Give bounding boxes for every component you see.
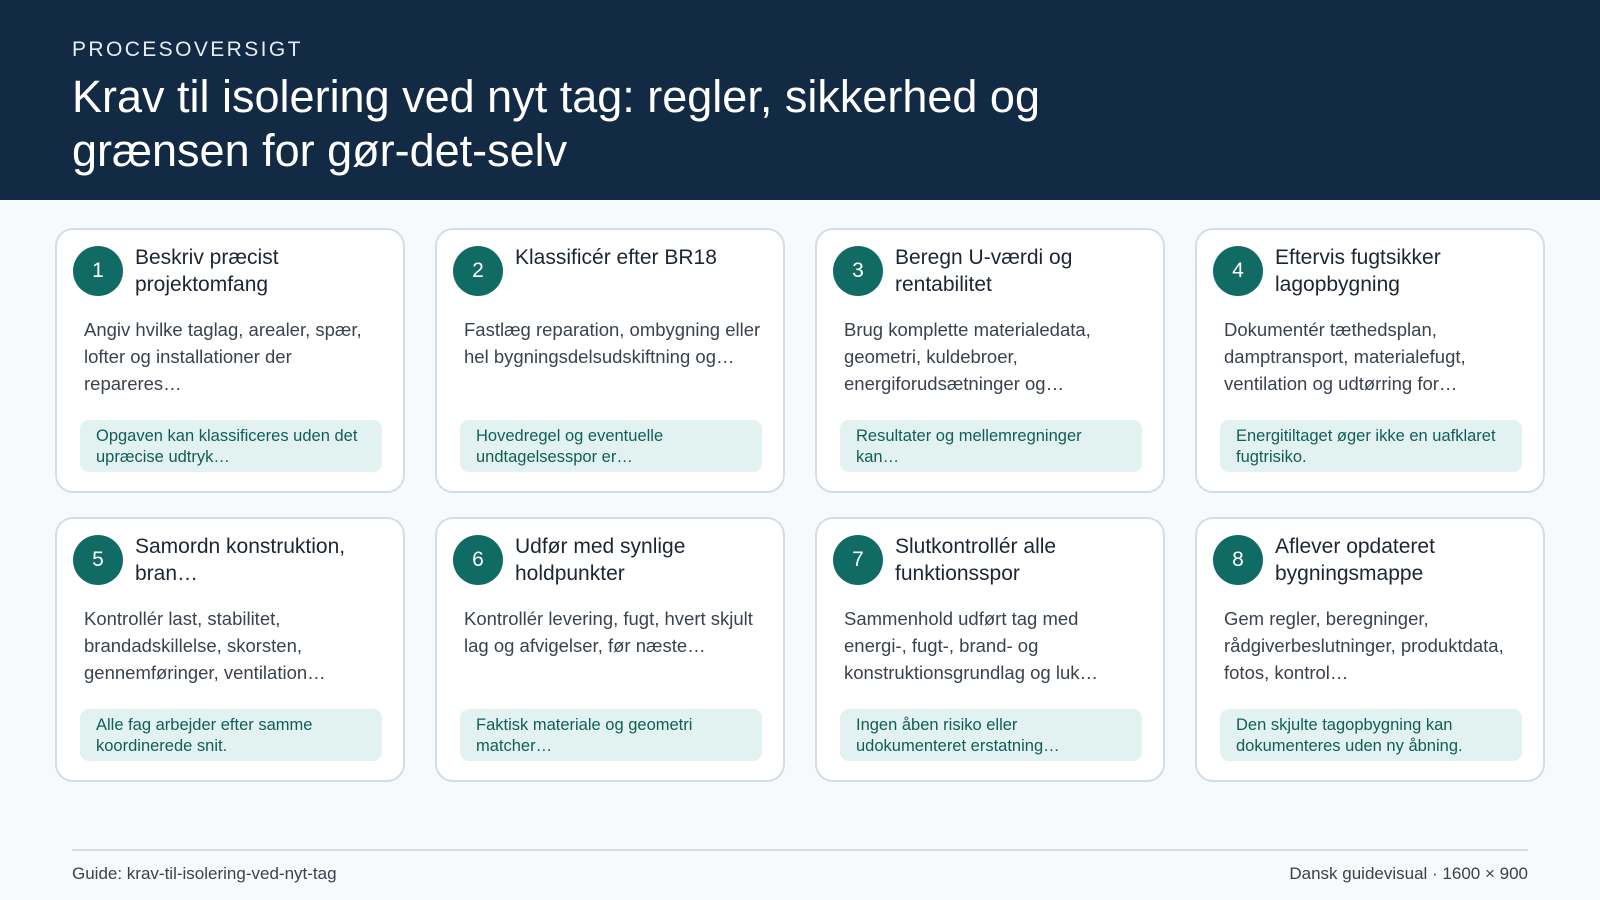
step-title: Beskriv præcist projektomfang — [135, 246, 279, 296]
step-number-badge: 2 — [453, 246, 503, 296]
footer-guide-label: Guide: krav-til-isolering-ved-nyt-tag — [72, 864, 337, 883]
step-title: Samordn konstruktion, bran… — [135, 535, 346, 585]
step-card-6 — [435, 517, 785, 782]
step-description: Sammenhold udført tag med energi-, fugt-, brand- og konstruktionsgrundlag og luk… — [844, 608, 1099, 683]
step-outcome-note: Alle fag arbejder efter samme koordinerede snit. — [80, 709, 382, 761]
step-title: Beregn U-værdi og rentabilitet — [895, 246, 1073, 296]
step-number-badge: 3 — [833, 246, 883, 296]
step-description: Kontrollér last, stabilitet, brandadskillelse, skorsten, gennemføringer, ventilation… — [84, 608, 326, 683]
process-steps-grid — [55, 228, 1545, 782]
step-outcome-note: Ingen åben risiko eller udokumenteret erstatning… — [840, 709, 1142, 761]
eyebrow-label: PROCESOVERSIGT — [72, 38, 303, 61]
footer-meta-label: Dansk guidevisual · 1600 × 900 — [1289, 864, 1528, 883]
footer-divider — [72, 849, 1528, 851]
step-number-badge: 5 — [73, 535, 123, 585]
step-description: Dokumentér tæthedsplan, damptransport, materialefugt, ventilation og udtørring for… — [1224, 319, 1466, 394]
step-outcome-note: Faktisk materiale og geometri matcher… — [460, 709, 762, 761]
step-description: Gem regler, beregninger, rådgiverbeslutninger, produktdata, fotos, kontrol… — [1224, 608, 1504, 683]
step-description: Angiv hvilke taglag, arealer, spær, lofter og installationer der repareres… — [84, 319, 362, 394]
step-card-8 — [1195, 517, 1545, 782]
header-banner — [0, 0, 1600, 200]
step-card-5 — [55, 517, 405, 782]
step-card-7 — [815, 517, 1165, 782]
step-title: Aflever opdateret bygningsmappe — [1275, 535, 1435, 585]
step-outcome-note: Hovedregel og eventuelle undtagelsesspor er… — [460, 420, 762, 472]
step-title: Klassificér efter BR18 — [515, 246, 717, 269]
step-description: Kontrollér levering, fugt, hvert skjult lag og afvigelser, før næste… — [464, 608, 753, 656]
step-outcome-note: Opgaven kan klassificeres uden det upræcise udtryk… — [80, 420, 382, 472]
step-outcome-note: Den skjulte tagopbygning kan dokumenteres uden ny åbning. — [1220, 709, 1522, 761]
step-card-2 — [435, 228, 785, 493]
step-description: Brug komplette materialedata, geometri, kuldebroer, energiforudsætninger og… — [844, 319, 1091, 394]
step-outcome-note: Energitiltaget øger ikke en uafklaret fugtrisiko. — [1220, 420, 1522, 472]
step-outcome-note: Resultater og mellemregninger kan… — [840, 420, 1142, 472]
step-card-4 — [1195, 228, 1545, 493]
step-number-badge: 4 — [1213, 246, 1263, 296]
step-number-badge: 7 — [833, 535, 883, 585]
step-number-badge: 8 — [1213, 535, 1263, 585]
step-description: Fastlæg reparation, ombygning eller hel bygningsdelsudskiftning og… — [464, 319, 761, 367]
step-title: Eftervis fugtsikker lagopbygning — [1275, 246, 1441, 296]
step-card-1 — [55, 228, 405, 493]
step-title: Slutkontrollér alle funktionsspor — [895, 535, 1057, 585]
step-number-badge: 1 — [73, 246, 123, 296]
step-title: Udfør med synlige holdpunkter — [515, 535, 686, 585]
step-number-badge: 6 — [453, 535, 503, 585]
step-card-3 — [815, 228, 1165, 493]
page-title: Krav til isolering ved nyt tag: regler, sikkerhed og grænsen for gør-det-selv — [72, 71, 1040, 176]
